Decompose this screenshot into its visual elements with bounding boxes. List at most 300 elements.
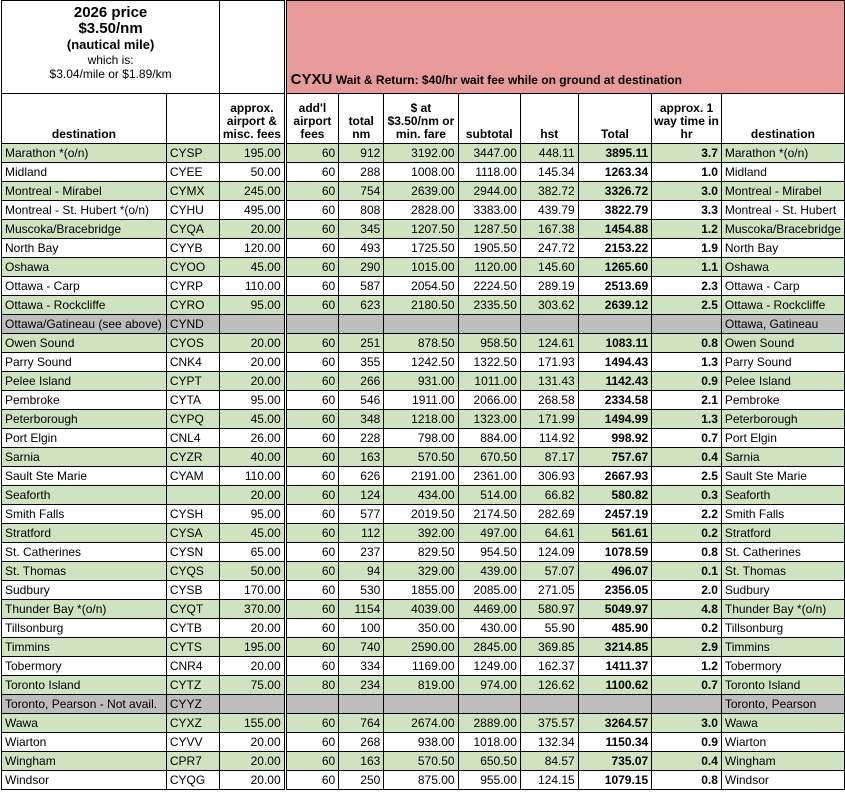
header-total: Total: [578, 94, 651, 144]
cell-destination-2: Sault Ste Marie: [721, 467, 844, 486]
cell-total: 2334.58: [578, 391, 651, 410]
cell-fare: 2639.00: [384, 182, 458, 201]
cell-addl-fees: 60: [285, 581, 339, 600]
cell-subtotal: [458, 695, 520, 714]
cell-hst: 124.09: [520, 543, 578, 562]
cell-total: 1150.34: [578, 733, 651, 752]
cell-fees: 95.00: [220, 505, 286, 524]
cell-total: 1079.15: [578, 771, 651, 790]
cell-subtotal: 497.00: [458, 524, 520, 543]
cell-code: CYSA: [166, 524, 219, 543]
cell-code: CYHU: [166, 201, 219, 220]
cell-subtotal: 650.50: [458, 752, 520, 771]
table-row: [2, 600, 845, 619]
cell-subtotal: 1287.50: [458, 220, 520, 239]
cell-addl-fees: 60: [285, 752, 339, 771]
cell-addl-fees: 60: [285, 714, 339, 733]
cell-destination: Sarnia: [2, 448, 167, 467]
cell-addl-fees: 60: [285, 182, 339, 201]
cell-fare: 3192.00: [384, 144, 458, 163]
cell-destination: Sudbury: [2, 581, 167, 600]
cell-subtotal: 884.00: [458, 429, 520, 448]
cell-fare: 570.50: [384, 752, 458, 771]
table-row: [2, 334, 845, 353]
cell-subtotal: 974.00: [458, 676, 520, 695]
table-row: [2, 239, 845, 258]
cell-code: CNK4: [166, 353, 219, 372]
price-table: [1, 0, 845, 790]
cell-code: CYEE: [166, 163, 219, 182]
cell-subtotal: 955.00: [458, 771, 520, 790]
cell-code: CYYZ: [166, 695, 219, 714]
cell-total-nm: 912: [339, 144, 384, 163]
cell-total-nm: 237: [339, 543, 384, 562]
cell-fare: 2054.50: [384, 277, 458, 296]
header-fare: $ at $3.50/nm or min. fare: [384, 94, 458, 144]
cell-subtotal: 1323.00: [458, 410, 520, 429]
cell-addl-fees: 60: [285, 258, 339, 277]
cell-subtotal: 670.50: [458, 448, 520, 467]
header-time: approx. 1 way time in hr: [652, 94, 722, 144]
cell-fare: 1207.50: [384, 220, 458, 239]
cell-total: 998.92: [578, 429, 651, 448]
cell-fare: 2674.00: [384, 714, 458, 733]
cell-destination-2: St. Thomas: [721, 562, 844, 581]
table-row: [2, 429, 845, 448]
cell-total: 1411.37: [578, 657, 651, 676]
cell-fare: 878.50: [384, 334, 458, 353]
table-row: [2, 752, 845, 771]
cell-fees: 50.00: [220, 562, 286, 581]
cell-code: CYPT: [166, 372, 219, 391]
cell-destination: Muscoka/Bracebridge: [2, 220, 167, 239]
header-subtotal: subtotal: [458, 94, 520, 144]
cell-destination: Timmins: [2, 638, 167, 657]
cell-destination: North Bay: [2, 239, 167, 258]
cell-destination: Midland: [2, 163, 167, 182]
cell-total-nm: 530: [339, 581, 384, 600]
cell-subtotal: 2085.00: [458, 581, 520, 600]
cell-hst: 87.17: [520, 448, 578, 467]
cell-total-nm: 355: [339, 353, 384, 372]
cell-addl-fees: 60: [285, 334, 339, 353]
cell-fees: 45.00: [220, 258, 286, 277]
blank-cell: [220, 1, 286, 94]
cell-destination: Tobermory: [2, 657, 167, 676]
cell-hst: 64.61: [520, 524, 578, 543]
cell-hst: 131.43: [520, 372, 578, 391]
cell-code: CYMX: [166, 182, 219, 201]
cell-total: 1454.88: [578, 220, 651, 239]
cell-destination-2: Toronto Island: [721, 676, 844, 695]
cell-code: CYOO: [166, 258, 219, 277]
cell-fees: 95.00: [220, 296, 286, 315]
cell-hst: 124.61: [520, 334, 578, 353]
cell-fare: 2828.00: [384, 201, 458, 220]
cell-subtotal: 4469.00: [458, 600, 520, 619]
cell-destination: Montreal - St. Hubert *(o/n): [2, 201, 167, 220]
cell-addl-fees: 60: [285, 410, 339, 429]
cell-subtotal: 1249.00: [458, 657, 520, 676]
cell-time: 0.8: [652, 543, 722, 562]
cell-fees: 110.00: [220, 277, 286, 296]
cell-hst: 145.34: [520, 163, 578, 182]
cell-destination: Ottawa - Carp: [2, 277, 167, 296]
cell-subtotal: 3383.00: [458, 201, 520, 220]
cell-hst: 448.11: [520, 144, 578, 163]
cell-fare: [384, 315, 458, 334]
cell-total-nm: 268: [339, 733, 384, 752]
cell-destination: St. Thomas: [2, 562, 167, 581]
cell-total: 496.07: [578, 562, 651, 581]
cell-addl-fees: 60: [285, 524, 339, 543]
cell-total: [578, 315, 651, 334]
cell-destination-2: Ottawa - Rockcliffe: [721, 296, 844, 315]
cell-subtotal: 1018.00: [458, 733, 520, 752]
cell-hst: [520, 695, 578, 714]
cell-time: 2.5: [652, 467, 722, 486]
cell-time: 2.3: [652, 277, 722, 296]
table-row: [2, 619, 845, 638]
cell-total-nm: 587: [339, 277, 384, 296]
cell-addl-fees: 60: [285, 277, 339, 296]
cell-fare: 434.00: [384, 486, 458, 505]
cell-subtotal: 2889.00: [458, 714, 520, 733]
cell-fees: 195.00: [220, 144, 286, 163]
cell-fees: 20.00: [220, 752, 286, 771]
cell-code: CYTA: [166, 391, 219, 410]
cell-destination-2: Toronto, Pearson: [721, 695, 844, 714]
cell-time: 0.9: [652, 733, 722, 752]
cell-code: CPR7: [166, 752, 219, 771]
cell-time: 0.7: [652, 676, 722, 695]
cell-fees: 195.00: [220, 638, 286, 657]
cell-destination-2: Ottawa, Gatineau: [721, 315, 844, 334]
cell-fare: 4039.00: [384, 600, 458, 619]
cell-destination-2: Wawa: [721, 714, 844, 733]
cell-subtotal: 2944.00: [458, 182, 520, 201]
cell-addl-fees: 60: [285, 372, 339, 391]
cell-code: CYTS: [166, 638, 219, 657]
cell-addl-fees: 60: [285, 429, 339, 448]
cell-subtotal: 2174.50: [458, 505, 520, 524]
cell-fees: [220, 315, 286, 334]
table-row: [2, 505, 845, 524]
cell-time: 0.1: [652, 562, 722, 581]
cell-code: CYSB: [166, 581, 219, 600]
cell-destination-2: Tillsonburg: [721, 619, 844, 638]
cell-addl-fees: 60: [285, 391, 339, 410]
cell-destination-2: Port Elgin: [721, 429, 844, 448]
cell-code: CYSP: [166, 144, 219, 163]
cell-destination: St. Catherines: [2, 543, 167, 562]
cell-hst: 439.79: [520, 201, 578, 220]
cell-addl-fees: 80: [285, 676, 339, 695]
header-destination: destination: [2, 94, 167, 144]
cell-addl-fees: 60: [285, 771, 339, 790]
cell-addl-fees: 60: [285, 638, 339, 657]
table-row: [2, 410, 845, 429]
cell-destination: Port Elgin: [2, 429, 167, 448]
cell-hst: 57.07: [520, 562, 578, 581]
cell-destination-2: Sudbury: [721, 581, 844, 600]
cell-fees: 110.00: [220, 467, 286, 486]
cell-destination-2: Peterborough: [721, 410, 844, 429]
cell-destination-2: Smith Falls: [721, 505, 844, 524]
cell-total-nm: 100: [339, 619, 384, 638]
cell-subtotal: 1011.00: [458, 372, 520, 391]
cell-code: CNR4: [166, 657, 219, 676]
cell-total: 757.67: [578, 448, 651, 467]
table-row: [2, 676, 845, 695]
cell-addl-fees: [285, 695, 339, 714]
table-row: [2, 201, 845, 220]
cell-total-nm: 163: [339, 448, 384, 467]
table-row: [2, 543, 845, 562]
cell-subtotal: [458, 315, 520, 334]
cell-destination: Parry Sound: [2, 353, 167, 372]
cell-time: [652, 315, 722, 334]
cell-destination: Smith Falls: [2, 505, 167, 524]
cell-destination: Pelee Island: [2, 372, 167, 391]
cell-fare: 392.00: [384, 524, 458, 543]
cell-total-nm: 348: [339, 410, 384, 429]
cell-total: 3264.57: [578, 714, 651, 733]
cell-fees: 20.00: [220, 220, 286, 239]
cell-addl-fees: 60: [285, 486, 339, 505]
cell-hst: 124.15: [520, 771, 578, 790]
cell-total-nm: 754: [339, 182, 384, 201]
cell-fees: 65.00: [220, 543, 286, 562]
cell-addl-fees: 60: [285, 448, 339, 467]
cell-destination-2: Oshawa: [721, 258, 844, 277]
cell-fare: 938.00: [384, 733, 458, 752]
cell-destination: Marathon *(o/n): [2, 144, 167, 163]
cell-fees: 20.00: [220, 771, 286, 790]
cell-subtotal: 439.00: [458, 562, 520, 581]
banner-code: CYXU: [290, 71, 333, 88]
cell-fees: 95.00: [220, 391, 286, 410]
table-row: [2, 771, 845, 790]
cell-code: CYTZ: [166, 676, 219, 695]
cell-addl-fees: 60: [285, 163, 339, 182]
cell-destination-2: Owen Sound: [721, 334, 844, 353]
cell-total-nm: 228: [339, 429, 384, 448]
cell-time: 3.7: [652, 144, 722, 163]
cell-addl-fees: 60: [285, 600, 339, 619]
price-conversion: $3.04/mile or $1.89/km: [49, 67, 172, 81]
cell-time: 3.0: [652, 182, 722, 201]
cell-hst: 247.72: [520, 239, 578, 258]
cell-fare: 570.50: [384, 448, 458, 467]
table-row: [2, 277, 845, 296]
cell-code: CYRP: [166, 277, 219, 296]
cell-total: 1494.99: [578, 410, 651, 429]
cell-destination-2: Muscoka/Bracebridge: [721, 220, 844, 239]
cell-time: 2.0: [652, 581, 722, 600]
cell-addl-fees: 60: [285, 505, 339, 524]
cell-destination-2: Montreal - Mirabel: [721, 182, 844, 201]
cell-fees: 20.00: [220, 733, 286, 752]
cell-destination-2: Sarnia: [721, 448, 844, 467]
cell-total: 2457.19: [578, 505, 651, 524]
cell-total-nm: 112: [339, 524, 384, 543]
cell-time: 0.8: [652, 334, 722, 353]
cell-fees: 120.00: [220, 239, 286, 258]
cell-total: 1078.59: [578, 543, 651, 562]
table-row: [2, 581, 845, 600]
cell-total-nm: [339, 315, 384, 334]
cell-fare: 829.50: [384, 543, 458, 562]
cell-time: 1.1: [652, 258, 722, 277]
cell-addl-fees: 60: [285, 543, 339, 562]
cell-code: CYPQ: [166, 410, 219, 429]
cell-subtotal: 958.50: [458, 334, 520, 353]
table-row: [2, 467, 845, 486]
cell-fare: 931.00: [384, 372, 458, 391]
cell-fare: 1218.00: [384, 410, 458, 429]
cell-hst: 382.72: [520, 182, 578, 201]
price-rate: $3.50/nm: [78, 20, 143, 37]
cell-subtotal: 430.00: [458, 619, 520, 638]
cell-destination-2: Midland: [721, 163, 844, 182]
header-addl-fees: add'l airport fees: [285, 94, 339, 144]
cell-addl-fees: 60: [285, 201, 339, 220]
cell-total-nm: 1154: [339, 600, 384, 619]
cell-fees: 75.00: [220, 676, 286, 695]
cell-fees: 20.00: [220, 353, 286, 372]
cell-time: 0.7: [652, 429, 722, 448]
header-fees: approx. airport & misc. fees: [220, 94, 286, 144]
table-row: [2, 448, 845, 467]
cell-hst: 84.57: [520, 752, 578, 771]
cell-addl-fees: 60: [285, 467, 339, 486]
cell-destination: Stratford: [2, 524, 167, 543]
table-row: [2, 391, 845, 410]
cell-destination-2: Tobermory: [721, 657, 844, 676]
cell-destination: Toronto Island: [2, 676, 167, 695]
cell-code: CYND: [166, 315, 219, 334]
cell-subtotal: 2066.00: [458, 391, 520, 410]
cell-code: [166, 486, 219, 505]
cell-code: CYSN: [166, 543, 219, 562]
cell-fees: 170.00: [220, 581, 286, 600]
cell-subtotal: 2361.00: [458, 467, 520, 486]
cell-fare: 798.00: [384, 429, 458, 448]
cell-total: 5049.97: [578, 600, 651, 619]
table-row: [2, 372, 845, 391]
cell-subtotal: 2335.50: [458, 296, 520, 315]
price-block: [2, 1, 220, 94]
cell-time: 2.2: [652, 505, 722, 524]
table-row: [2, 353, 845, 372]
cell-time: 3.3: [652, 201, 722, 220]
cell-hst: 132.34: [520, 733, 578, 752]
cell-destination: Tillsonburg: [2, 619, 167, 638]
table-row: [2, 638, 845, 657]
cell-hst: 162.37: [520, 657, 578, 676]
header-hst: hst: [520, 94, 578, 144]
price-year: 2026 price: [73, 4, 148, 21]
cell-total: [578, 695, 651, 714]
cell-time: 3.0: [652, 714, 722, 733]
cell-destination: Thunder Bay *(o/n): [2, 600, 167, 619]
table-row: [2, 296, 845, 315]
cell-time: 4.8: [652, 600, 722, 619]
cell-total-nm: 546: [339, 391, 384, 410]
cell-total: 3214.85: [578, 638, 651, 657]
cell-total-nm: 266: [339, 372, 384, 391]
cell-fare: 2180.50: [384, 296, 458, 315]
cell-addl-fees: 60: [285, 562, 339, 581]
cell-addl-fees: 60: [285, 220, 339, 239]
cell-fare: 329.00: [384, 562, 458, 581]
cell-total-nm: 251: [339, 334, 384, 353]
cell-code: CYZR: [166, 448, 219, 467]
cell-time: 1.9: [652, 239, 722, 258]
cell-total-nm: 626: [339, 467, 384, 486]
cell-total-nm: [339, 695, 384, 714]
cell-subtotal: 1322.50: [458, 353, 520, 372]
cell-code: CYAM: [166, 467, 219, 486]
table-row: [2, 144, 845, 163]
cell-total-nm: 623: [339, 296, 384, 315]
cell-fare: 819.00: [384, 676, 458, 695]
cell-subtotal: 1118.00: [458, 163, 520, 182]
cell-fare: 2191.00: [384, 467, 458, 486]
cell-fare: 1242.50: [384, 353, 458, 372]
cell-destination-2: North Bay: [721, 239, 844, 258]
cell-fees: 45.00: [220, 524, 286, 543]
cell-destination-2: Parry Sound: [721, 353, 844, 372]
cell-total: 2639.12: [578, 296, 651, 315]
cell-hst: 171.99: [520, 410, 578, 429]
cell-fare: 2590.00: [384, 638, 458, 657]
cell-fees: 495.00: [220, 201, 286, 220]
cell-total: 1100.62: [578, 676, 651, 695]
cell-fees: 155.00: [220, 714, 286, 733]
cell-time: 1.3: [652, 410, 722, 429]
cell-fare: 1911.00: [384, 391, 458, 410]
cell-fees: 20.00: [220, 372, 286, 391]
cell-total-nm: 290: [339, 258, 384, 277]
cell-total-nm: 808: [339, 201, 384, 220]
cell-total: 3895.11: [578, 144, 651, 163]
cell-destination: Seaforth: [2, 486, 167, 505]
cell-hst: 289.19: [520, 277, 578, 296]
cell-hst: 126.62: [520, 676, 578, 695]
cell-destination-2: Stratford: [721, 524, 844, 543]
table-row: [2, 163, 845, 182]
cell-destination-2: Montreal - St. Hubert: [721, 201, 844, 220]
cell-destination-2: Wiarton: [721, 733, 844, 752]
cell-total: 2356.05: [578, 581, 651, 600]
header-destination-2: destination: [721, 94, 844, 144]
cell-total-nm: 345: [339, 220, 384, 239]
cell-hst: 375.57: [520, 714, 578, 733]
header-code: [166, 94, 219, 144]
cell-hst: 167.38: [520, 220, 578, 239]
cell-total: 735.07: [578, 752, 651, 771]
cell-hst: 66.82: [520, 486, 578, 505]
cell-time: 1.2: [652, 220, 722, 239]
cell-time: 0.8: [652, 771, 722, 790]
cell-total: 1263.34: [578, 163, 651, 182]
table-row: [2, 486, 845, 505]
cell-fare: 1855.00: [384, 581, 458, 600]
table-row: [2, 524, 845, 543]
table-row: [2, 258, 845, 277]
